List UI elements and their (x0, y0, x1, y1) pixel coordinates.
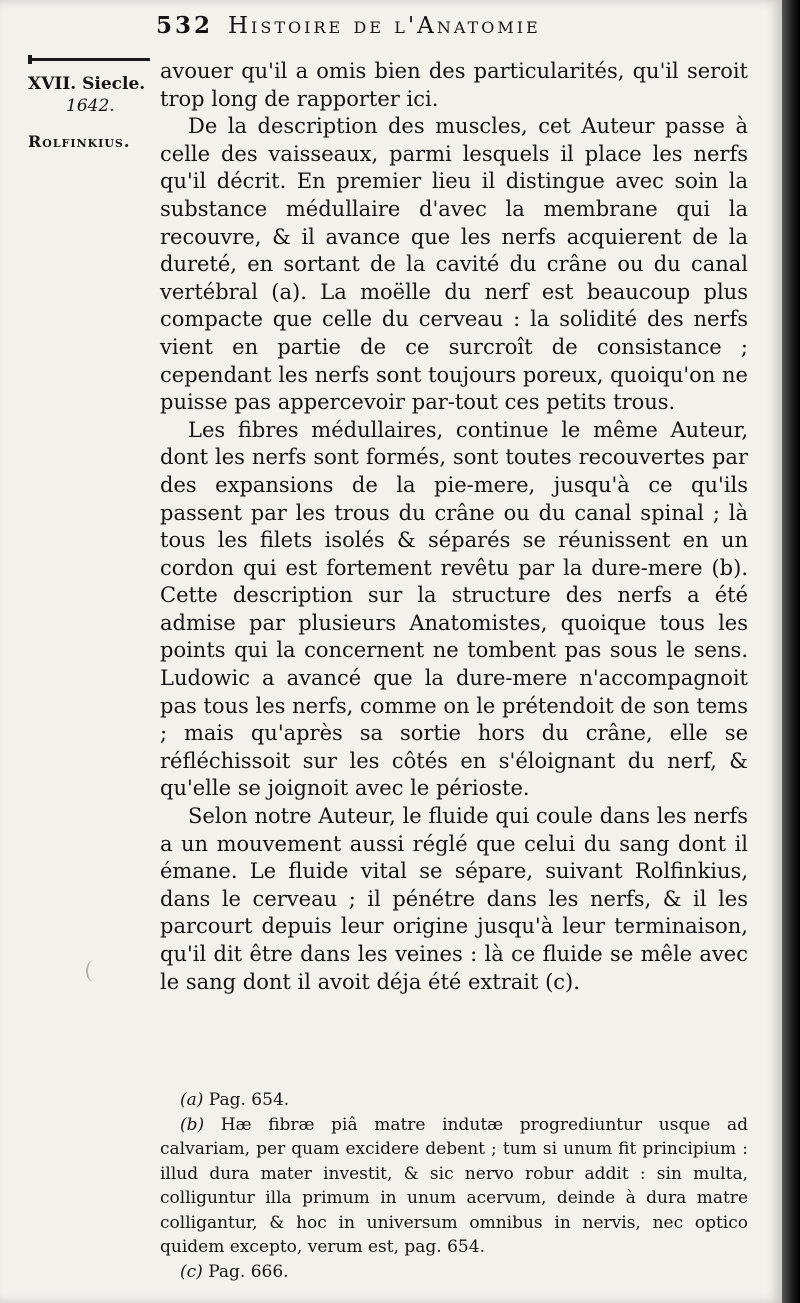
margin-century: XVII. Siecle. (28, 74, 146, 94)
footnotes (160, 1088, 748, 1284)
running-title: Histoire de l'Anatomie (228, 13, 541, 39)
paragraph: De la description des muscles, cet Auteur passe à celle des vaisseaux, parmi lesquels il place les nerfs qu'il décrit. En premier lieu il distingue avec soin la substance médullaire d'avec la membrane qui la recouvre, & il avance que les nerfs acquierent de la dureté, en sortant de la cavité du crâne ou du canal vertébral (a). La moëlle du nerf est beaucoup plus compacte que celle du cerveau : la solidité des nerfs vient en partie de ce surcroît de consistance ; cependant les nerfs sont toujours poreux, quoiqu'on ne puisse pas appercevoir par-tout ces petits trous. (160, 114, 748, 415)
footnote-mark: (c) (180, 1261, 203, 1282)
page-number: 532 (156, 12, 214, 39)
page-header (156, 12, 756, 52)
ink-smudge (86, 960, 102, 982)
main-text (160, 58, 748, 996)
margin-year: 1642. (66, 96, 115, 116)
footnote (160, 1088, 748, 1113)
paragraph: Les fibres médullaires, continue le même Auteur, dont les nerfs sont formés, sont toutes recouvertes par des expansions de la pie-mere, jusqu'à ce qu'ils passent par les trous du crâne ou du canal spinal ; là tous les filets isolés & séparés se réunissent en un cordon qui est fortement revêtu par la dure-mere (b). Cette description sur la structure des nerfs a été admise par plusieurs Anatomistes, quoique tous les points qui la concernent ne tombent pas sous le sens. Ludowic a avancé que la dure-mere n'accompagnoit pas tous les nerfs, comme on le prétendoit de son tems ; mais qu'après sa sortie hors du crâne, elle se réfléchissoit sur les côtés en s'éloignant du nerf, & qu'elle se joignoit avec le périoste. (160, 417, 748, 801)
footnote-text: Hæ fibræ piâ matre indutæ progrediuntur usque ad calvariam, per quam excidere debent ; tum si unum fit principium : illud dura mater investit, & sic nervo robur addit : sin multa, colliguntur illa primum in unum acervum, deinde à dura matre colligantur, & hoc in universum omnibus in nervis, nec optico quidem excepto, verum est, pag. 654. (160, 1114, 748, 1257)
footnote-mark: (a) (180, 1090, 204, 1110)
footnote-mark: (b) (180, 1114, 205, 1135)
footnote (160, 1113, 748, 1260)
page-edge-shadow (782, 0, 800, 1303)
footnote-text: Pag. 654. (203, 1090, 290, 1110)
paragraph: Selon notre Auteur, le fluide qui coule dans les nerfs a un mouvement aussi réglé que celui du sang dont il émane. Le fluide vital se sépare, suivant Rolfinkius, dans le cerveau ; il pénétre dans les nerfs, & il les parcourt depuis leur origine jusqu'à leur terminaison, qu'il dit être dans les veines : là ce fluide se mêle avec le sang dont il avoit déja été extrait (c). (160, 804, 748, 994)
margin-rule (32, 58, 150, 61)
footnote-text: Pag. 666. (202, 1261, 289, 1282)
paragraph: avouer qu'il a omis bien des particularités, qu'il seroit trop long de rapporter ici. (160, 59, 748, 111)
footnote (160, 1260, 748, 1285)
margin-author: Rolfinkius. (28, 132, 131, 151)
